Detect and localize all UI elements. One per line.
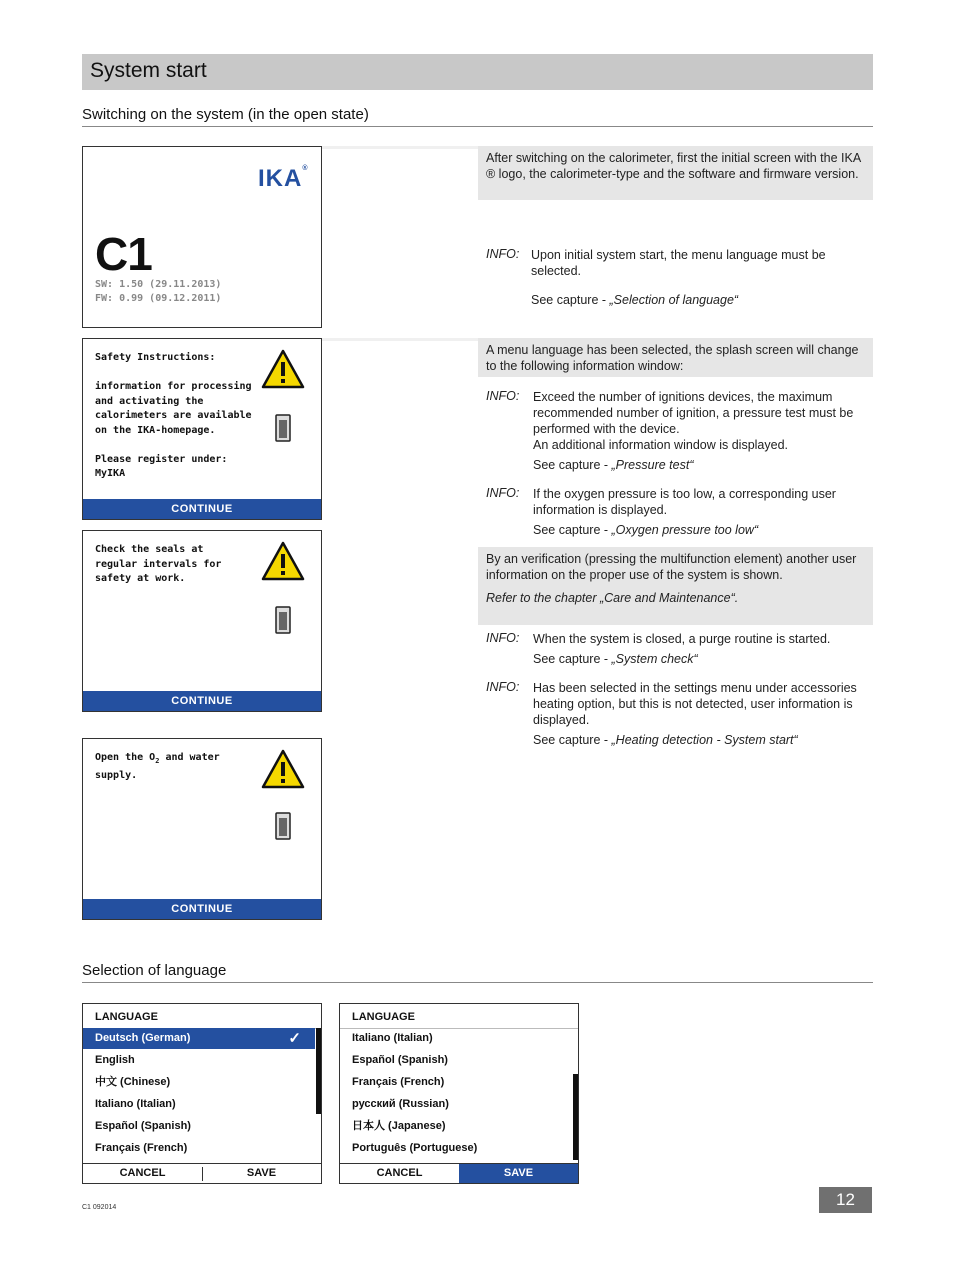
cancel-button[interactable]: CANCEL xyxy=(119,1167,166,1179)
document-code: C1 092014 xyxy=(82,1204,117,1211)
open-supply-screen xyxy=(82,738,322,920)
page-title: System start xyxy=(90,59,207,82)
info5-text: Has been selected in the settings menu under accessories heating option, but this is not detected, user information is displayed. xyxy=(533,681,857,727)
language-option-french[interactable]: Français (French) xyxy=(95,1142,188,1154)
device-icon xyxy=(275,606,291,634)
see-capture-system-check: See capture - „System check“ xyxy=(533,652,698,666)
info-label: INFO: xyxy=(486,247,520,261)
language-option-english[interactable]: English xyxy=(95,1054,135,1066)
scrollbar[interactable] xyxy=(316,1028,321,1114)
language-title: LANGUAGE xyxy=(95,1011,158,1023)
safety-text: Safety Instructions: information for processing and activating the calorimeters are available on the IKA-homepage. Please register under: MyIKA xyxy=(95,352,252,479)
safety-instructions-screen xyxy=(82,338,322,520)
language-screen-2 xyxy=(339,1003,579,1184)
box3-reference: Refer to the chapter „Care and Maintenance“. xyxy=(486,591,739,605)
info2-text: Exceed the number of ignitions devices, the maximum recommended number of ignition, a pressure test must be performed with the device. An additional information window is displayed. xyxy=(533,390,854,452)
model-name: C1 xyxy=(95,228,152,280)
language-option-french[interactable]: Français (French) xyxy=(352,1076,445,1088)
language-option-german[interactable]: Deutsch (German) ✓ xyxy=(83,1028,315,1049)
info3-text: If the oxygen pressure is too low, a corresponding user information is displayed. xyxy=(533,487,836,517)
info1-text: Upon initial system start, the menu language must be selected. xyxy=(531,248,826,278)
language-footer xyxy=(340,1163,578,1183)
language-screen-1 xyxy=(82,1003,322,1184)
see-capture-heating: See capture - „Heating detection - System start“ xyxy=(533,733,798,747)
page-number: 12 xyxy=(819,1187,872,1213)
info-label: INFO: xyxy=(486,631,520,645)
seals-text: Check the seals at regular intervals for safety at work. xyxy=(95,544,222,584)
software-version: SW: 1.50 (29.11.2013) xyxy=(95,279,222,290)
info-label: INFO: xyxy=(486,486,520,500)
section-heading-switching-on: Switching on the system (in the open state) xyxy=(82,106,873,127)
language-option-chinese[interactable]: 中文 (Chinese) xyxy=(95,1076,171,1088)
warning-icon xyxy=(261,541,305,581)
box2-text: A menu language has been selected, the splash screen will change to the following information window: xyxy=(486,343,859,373)
scrollbar[interactable] xyxy=(573,1074,578,1160)
device-icon xyxy=(275,414,291,442)
see-capture-pressure: See capture - „Pressure test“ xyxy=(533,458,694,472)
connector-line xyxy=(322,338,478,341)
language-footer xyxy=(83,1163,321,1183)
info-label: INFO: xyxy=(486,680,520,694)
supply-text: Open the $O_2$ and water supply. xyxy=(95,752,220,781)
language-option-russian[interactable]: русский (Russian) xyxy=(352,1098,449,1110)
check-seals-screen xyxy=(82,530,322,712)
continue-button[interactable]: CONTINUE xyxy=(83,691,321,711)
continue-button[interactable]: CONTINUE xyxy=(83,899,321,919)
see-capture-oxygen: See capture - „Oxygen pressure too low“ xyxy=(533,523,759,537)
box1-text: After switching on the calorimeter, first the initial screen with the IKA ® logo, the calorimeter-type and the software and firmware version. xyxy=(486,151,861,181)
ika-logo: IKA® xyxy=(258,165,309,192)
language-title: LANGUAGE xyxy=(352,1011,415,1023)
warning-icon xyxy=(261,349,305,389)
info-label: INFO: xyxy=(486,389,520,403)
language-option-japanese[interactable]: 日本人 (Japanese) xyxy=(352,1120,446,1132)
title-bar xyxy=(82,54,873,90)
splash-screen xyxy=(82,146,322,328)
section-heading-language: Selection of language xyxy=(82,962,873,983)
device-icon xyxy=(275,812,291,840)
see-capture-language: See capture - „Selection of language“ xyxy=(531,293,739,307)
save-button[interactable]: SAVE xyxy=(459,1164,578,1183)
language-option-italian[interactable]: Italiano (Italian) xyxy=(95,1098,176,1110)
warning-icon xyxy=(261,749,305,789)
connector-line xyxy=(322,146,478,149)
language-option-portuguese[interactable]: Português (Portuguese) xyxy=(352,1142,478,1154)
language-option-spanish[interactable]: Español (Spanish) xyxy=(95,1120,191,1132)
firmware-version: FW: 0.99 (09.12.2011) xyxy=(95,293,222,304)
continue-button[interactable]: CONTINUE xyxy=(83,499,321,519)
cancel-button[interactable]: CANCEL xyxy=(376,1167,423,1179)
language-option-spanish[interactable]: Español (Spanish) xyxy=(352,1054,448,1066)
checkmark-icon: ✓ xyxy=(288,1030,301,1047)
language-option-italian[interactable]: Italiano (Italian) xyxy=(352,1032,433,1044)
info4-text: When the system is closed, a purge routine is started. xyxy=(533,632,831,646)
save-button[interactable]: SAVE xyxy=(246,1167,277,1179)
box3-text: By an verification (pressing the multifunction element) another user information on the proper use of the system is shown. xyxy=(486,552,857,582)
